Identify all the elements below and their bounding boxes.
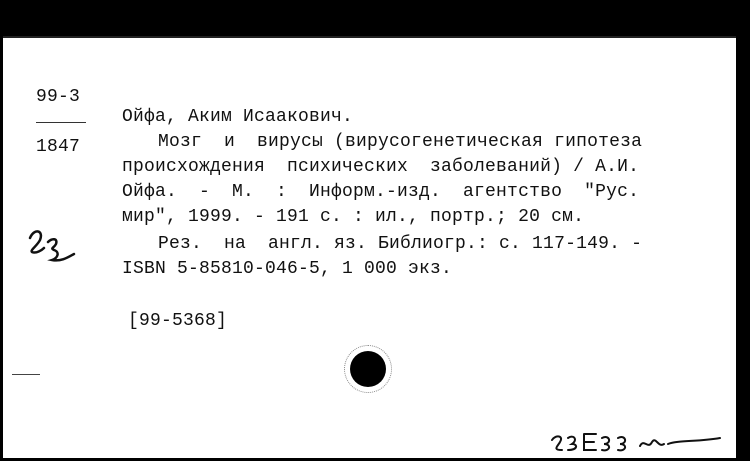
body-line-4: мир", 1999. - 191 с. : ил., портр.; 20 см. xyxy=(122,207,585,227)
author-heading: Ойфа, Аким Исаакович. xyxy=(122,107,354,127)
body-line-2: происхождения психических заболеваний) / А.И. xyxy=(122,157,640,177)
record-number: [99-5368] xyxy=(128,311,228,331)
call-number-top: 99-3 xyxy=(36,87,81,107)
notes-line-1: Рез. на англ. яз. Библиогр.: с. 117-149. - xyxy=(158,234,643,254)
notes-line-2: ISBN 5-85810-046-5, 1 000 экз. xyxy=(122,259,453,279)
punch-hole xyxy=(350,351,386,387)
handwritten-mark-left xyxy=(22,224,82,272)
handwritten-mark-bottom xyxy=(548,430,728,458)
call-number-bottom: 1847 xyxy=(36,137,81,157)
body-line-3: Ойфа. - М. : Информ.-изд. агентство "Рус. xyxy=(122,182,640,202)
scan-edge xyxy=(736,0,750,461)
margin-dash xyxy=(12,374,40,375)
call-number-divider xyxy=(36,122,86,123)
body-line-1: Мозг и вирусы (вирусогенетическая гипотеза xyxy=(158,132,643,152)
